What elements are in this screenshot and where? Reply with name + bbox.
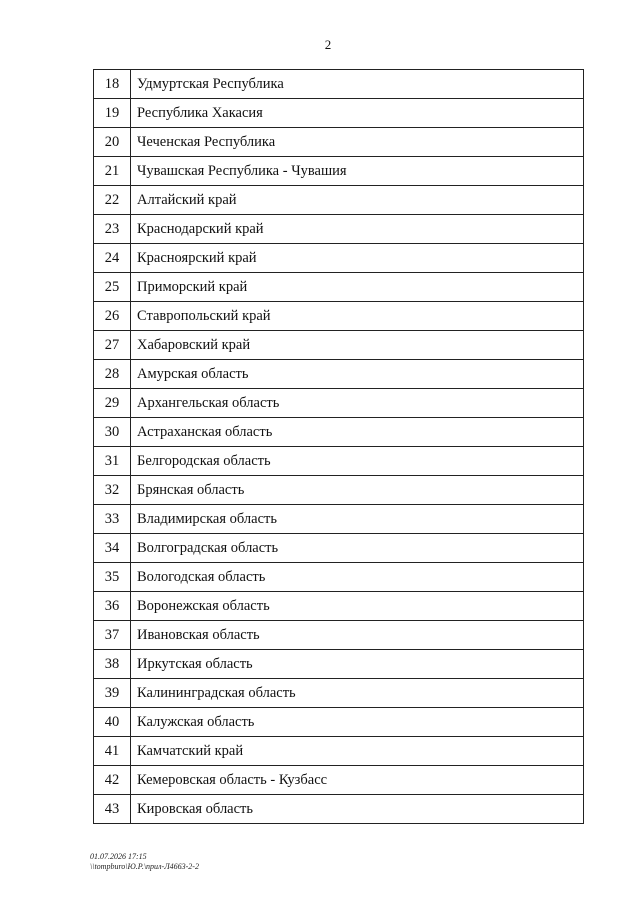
row-number: 41 xyxy=(94,737,131,766)
footer-date: 01.07.2026 17:15 xyxy=(90,852,147,861)
table-row xyxy=(94,273,584,302)
table-row xyxy=(94,157,584,186)
region-name: Астраханская область xyxy=(131,418,584,447)
row-number: 37 xyxy=(94,621,131,650)
region-name: Чеченская Республика xyxy=(131,128,584,157)
region-name: Архангельская область xyxy=(131,389,584,418)
row-number: 34 xyxy=(94,534,131,563)
table-row xyxy=(94,795,584,824)
row-number: 29 xyxy=(94,389,131,418)
table-row xyxy=(94,128,584,157)
row-number: 42 xyxy=(94,766,131,795)
row-number: 24 xyxy=(94,244,131,273)
table-row xyxy=(94,563,584,592)
table-row xyxy=(94,302,584,331)
row-number: 31 xyxy=(94,447,131,476)
row-number: 18 xyxy=(94,70,131,99)
table-row xyxy=(94,244,584,273)
region-name: Ивановская область xyxy=(131,621,584,650)
document-footer xyxy=(90,852,199,872)
table-row xyxy=(94,70,584,99)
table-row xyxy=(94,476,584,505)
row-number: 28 xyxy=(94,360,131,389)
row-number: 21 xyxy=(94,157,131,186)
table-row xyxy=(94,534,584,563)
region-name: Кировская область xyxy=(131,795,584,824)
table-row xyxy=(94,650,584,679)
region-name: Ставропольский край xyxy=(131,302,584,331)
page-number: 2 xyxy=(324,37,332,52)
region-name: Волгоградская область xyxy=(131,534,584,563)
region-name: Камчатский край xyxy=(131,737,584,766)
region-name: Красноярский край xyxy=(131,244,584,273)
table-row xyxy=(94,447,584,476)
region-name: Амурская область xyxy=(131,360,584,389)
region-name: Чувашская Республика - Чувашия xyxy=(131,157,584,186)
row-number: 36 xyxy=(94,592,131,621)
row-number: 38 xyxy=(94,650,131,679)
table-row xyxy=(94,215,584,244)
table-row xyxy=(94,592,584,621)
region-name: Владимирская область xyxy=(131,505,584,534)
region-name: Удмуртская Республика xyxy=(131,70,584,99)
row-number: 23 xyxy=(94,215,131,244)
table-row xyxy=(94,505,584,534)
region-name: Калининградская область xyxy=(131,679,584,708)
row-number: 19 xyxy=(94,99,131,128)
regions-table-body xyxy=(94,70,584,824)
region-name: Белгородская область xyxy=(131,447,584,476)
table-row xyxy=(94,766,584,795)
table-row xyxy=(94,186,584,215)
table-row xyxy=(94,99,584,128)
table-row xyxy=(94,708,584,737)
row-number: 30 xyxy=(94,418,131,447)
table-row xyxy=(94,679,584,708)
region-name: Республика Хакасия xyxy=(131,99,584,128)
table-row xyxy=(94,331,584,360)
row-number: 25 xyxy=(94,273,131,302)
region-name: Кемеровская область - Кузбасс xyxy=(131,766,584,795)
region-name: Иркутская область xyxy=(131,650,584,679)
table-row xyxy=(94,621,584,650)
table-row xyxy=(94,389,584,418)
table-row xyxy=(94,737,584,766)
row-number: 35 xyxy=(94,563,131,592)
region-name: Брянская область xyxy=(131,476,584,505)
region-name: Алтайский край xyxy=(131,186,584,215)
row-number: 26 xyxy=(94,302,131,331)
footer-path: \\tompburo\Ю.Р.\прил-Л4663-2-2 xyxy=(90,862,199,871)
row-number: 27 xyxy=(94,331,131,360)
region-name: Калужская область xyxy=(131,708,584,737)
row-number: 22 xyxy=(94,186,131,215)
table-row xyxy=(94,360,584,389)
row-number: 20 xyxy=(94,128,131,157)
region-name: Хабаровский край xyxy=(131,331,584,360)
row-number: 33 xyxy=(94,505,131,534)
row-number: 39 xyxy=(94,679,131,708)
region-name: Воронежская область xyxy=(131,592,584,621)
row-number: 40 xyxy=(94,708,131,737)
region-name: Приморский край xyxy=(131,273,584,302)
regions-table xyxy=(93,69,584,824)
region-name: Вологодская область xyxy=(131,563,584,592)
row-number: 32 xyxy=(94,476,131,505)
table-row xyxy=(94,418,584,447)
region-name: Краснодарский край xyxy=(131,215,584,244)
row-number: 43 xyxy=(94,795,131,824)
